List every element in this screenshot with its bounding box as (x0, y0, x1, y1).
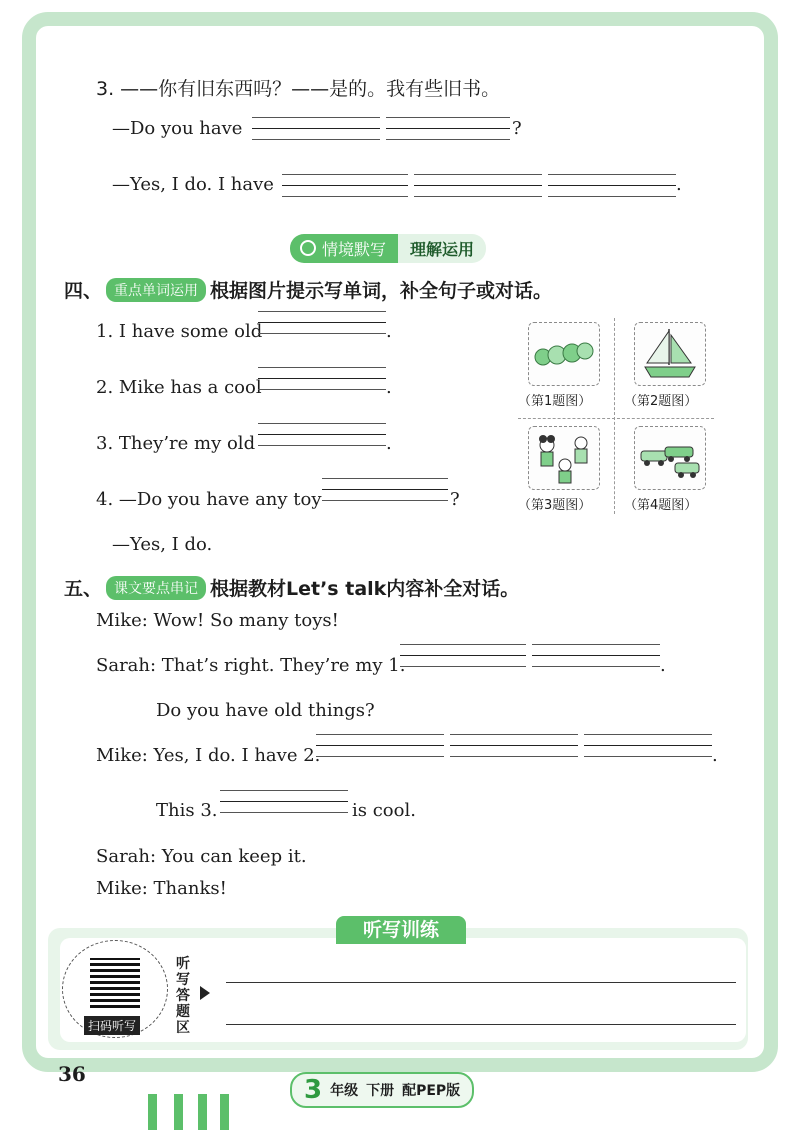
section-banner (290, 234, 486, 262)
section5-tag: 课文要点串记 (106, 576, 206, 600)
s5-line3: Do you have old things? (156, 700, 375, 721)
s5-line5-suffix: is cool. (352, 800, 416, 821)
s4-reply: —Yes, I do. (112, 534, 213, 555)
answer-blank[interactable] (400, 644, 526, 668)
s4-item4: 4. —Do you have any toy (96, 489, 322, 510)
listening-title: 听写训练 (336, 916, 466, 944)
badge-icon (300, 240, 316, 256)
section4-header (64, 276, 552, 303)
picture-4 (634, 426, 706, 490)
s4-item1-end: . (386, 321, 392, 342)
grade-number: 3 (304, 1075, 323, 1105)
answer-blank[interactable] (252, 117, 380, 141)
answer-blank[interactable] (316, 734, 444, 758)
answer-blank[interactable] (258, 367, 386, 391)
s4-item4-end: ? (450, 489, 460, 510)
q3-line2-prefix: —Yes, I do. I have (112, 174, 274, 195)
section4-tag: 重点单词运用 (106, 278, 206, 302)
footer-bar (198, 1094, 207, 1130)
picture-2 (634, 322, 706, 386)
answer-blank[interactable] (282, 174, 408, 198)
answer-area-label: 听写答题区 (176, 956, 190, 1036)
s5-line5-prefix: This 3. (156, 800, 218, 821)
q3-line2-suffix: . (676, 174, 682, 195)
writing-line[interactable] (226, 1024, 736, 1025)
section5-instruction: 根据教材Let’s talk内容补全对话。 (210, 578, 520, 600)
section4-number: 四、 (64, 280, 103, 302)
s5-line4-suffix: . (712, 745, 718, 766)
section5-header (64, 574, 519, 601)
picture-1 (528, 322, 600, 386)
balls-icon (529, 323, 599, 385)
q3-line1-suffix: ? (512, 118, 522, 139)
s5-line6: Sarah: You can keep it. (96, 846, 307, 867)
writing-line[interactable] (226, 982, 736, 983)
caption-2: （第2题图） (624, 394, 698, 409)
grid-divider-v (614, 318, 615, 514)
s4-item1: 1. I have some old (96, 321, 263, 342)
caption-4: （第4题图） (624, 498, 698, 513)
footer-bar (174, 1094, 183, 1130)
qr-code-icon[interactable] (90, 958, 140, 1008)
footer-badge (290, 1072, 474, 1108)
page-number: 36 (58, 1062, 86, 1086)
answer-blank[interactable] (548, 174, 676, 198)
s4-item3: 3. They’re my old (96, 433, 256, 454)
picture-3 (528, 426, 600, 490)
caption-3: （第3题图） (518, 498, 592, 513)
banner-left (290, 234, 398, 263)
section5-number: 五、 (64, 578, 103, 600)
dolls-icon (529, 427, 599, 489)
s5-line1: Mike: Wow! So many toys! (96, 610, 339, 631)
footer-bar (148, 1094, 157, 1130)
answer-blank[interactable] (258, 311, 386, 335)
s4-item2-end: . (386, 377, 392, 398)
s4-item2: 2. Mike has a cool (96, 377, 262, 398)
section4-instruction: 根据图片提示写单词，补全句子或对话。 (210, 280, 553, 302)
cars-icon (635, 427, 705, 489)
answer-blank[interactable] (532, 644, 660, 668)
s5-line2-suffix: . (660, 655, 666, 676)
s5-line4-prefix: Mike: Yes, I do. I have 2. (96, 745, 321, 766)
arrow-right-icon (200, 986, 210, 1000)
caption-1: （第1题图） (518, 394, 592, 409)
s5-line2-prefix: Sarah: That’s right. They’re my 1. (96, 655, 406, 676)
banner-left-label: 情境默写 (322, 239, 387, 259)
boat-icon (635, 323, 705, 385)
edition-label: 配PEP版 (402, 1083, 461, 1099)
grid-divider-h (518, 418, 714, 419)
answer-blank[interactable] (322, 478, 448, 502)
answer-blank[interactable] (258, 423, 386, 447)
grade-label: 年级 (330, 1083, 359, 1099)
s4-item3-end: . (386, 433, 392, 454)
answer-blank[interactable] (450, 734, 578, 758)
footer-bar (220, 1094, 229, 1130)
volume-label: 下册 (366, 1083, 395, 1099)
answer-blank[interactable] (414, 174, 542, 198)
answer-blank[interactable] (386, 117, 510, 141)
answer-blank[interactable] (584, 734, 712, 758)
q3-line1-prefix: —Do you have (112, 118, 243, 139)
answer-blank[interactable] (220, 790, 348, 814)
banner-right-label: 理解运用 (398, 234, 486, 263)
q3-chinese: 3. ——你有旧东西吗？——是的。我有些旧书。 (96, 78, 501, 100)
qr-label: 扫码听写 (84, 1016, 140, 1035)
s5-line7: Mike: Thanks! (96, 878, 227, 899)
